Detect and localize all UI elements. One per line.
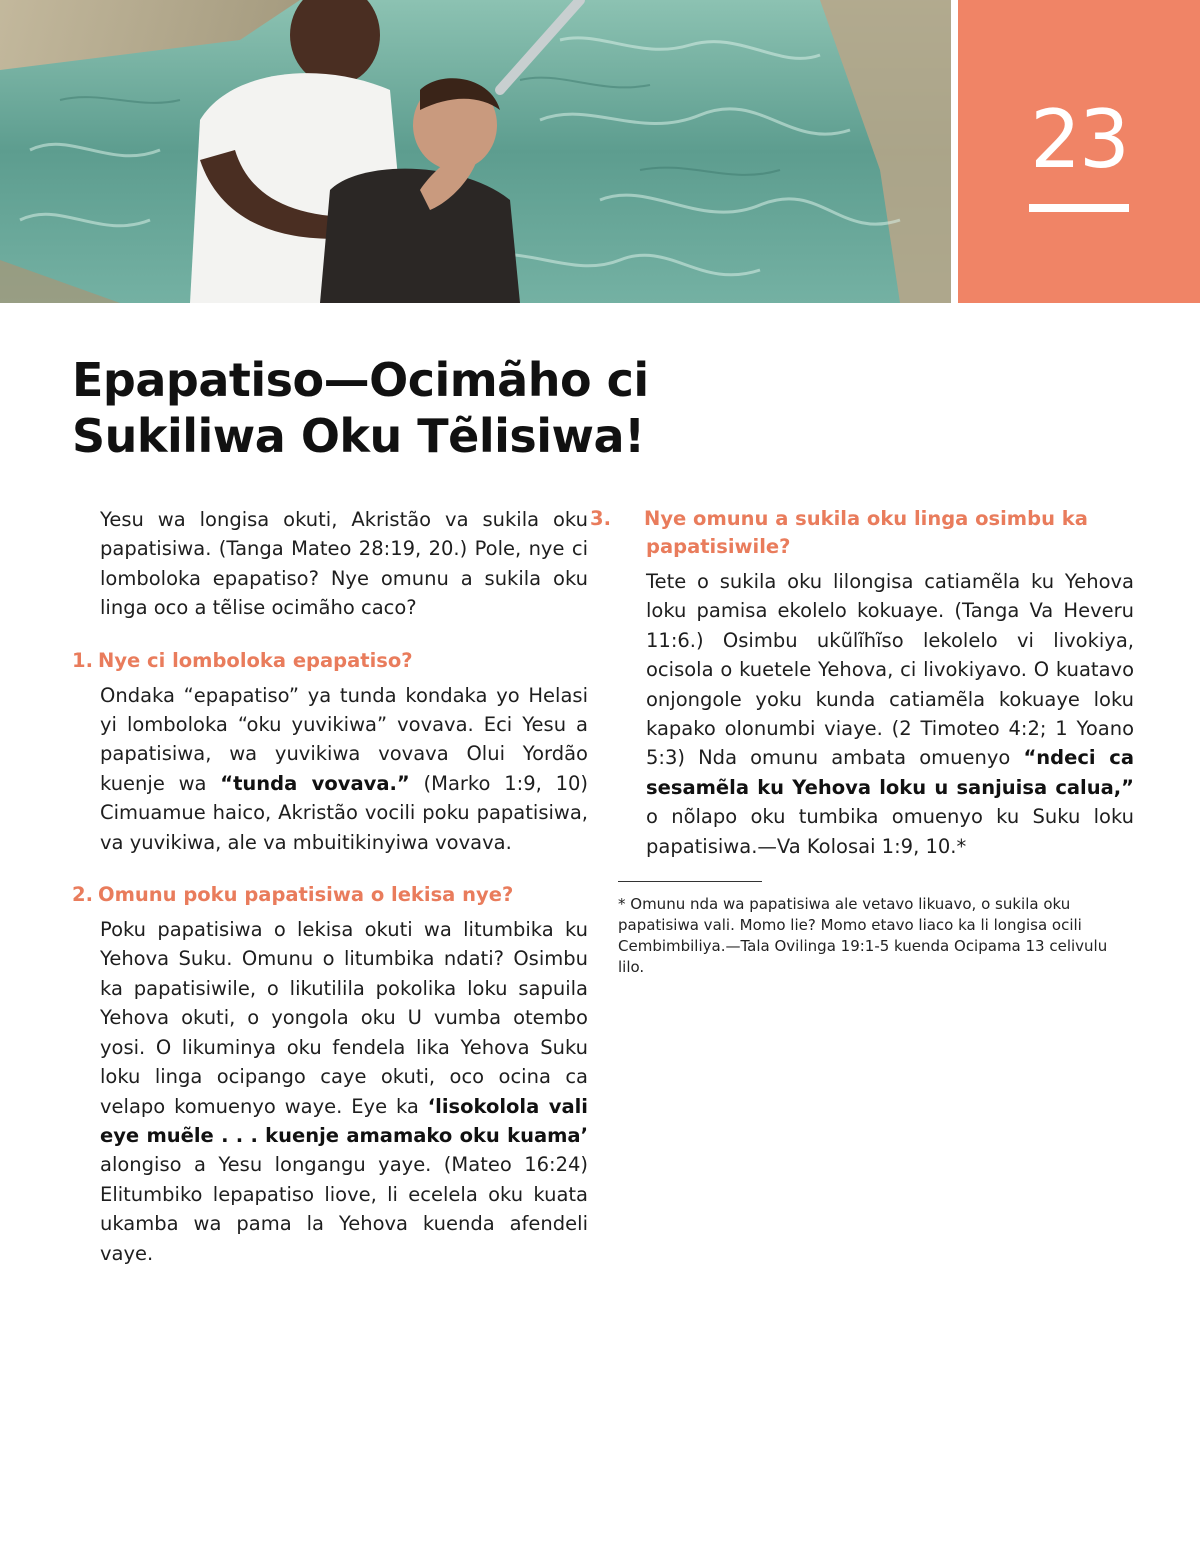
answer-2-text-b: alongiso a Yesu longangu yaye. (Mateo 16:24) Elitumbiko lepapatiso liove, li ecelela oku kuata ukamba wa pama la Yehova kuenda afendeli vaye. xyxy=(100,1153,588,1265)
question-1-text: Nye ci lomboloka epapatiso? xyxy=(98,648,413,672)
right-column xyxy=(590,505,1134,978)
answer-1-emphasis: “tunda vovava.” xyxy=(220,771,410,795)
chapter-badge xyxy=(958,0,1200,303)
answer-1-text-b: (Marko 1:9, 10) Cimuamue haico, Akristão vocili poku papatisiwa, va yuvikiwa, ale va mbuitikinyiwa vovava. xyxy=(100,771,589,854)
question-3-number: 3. xyxy=(590,507,611,530)
answer-3-text-b: o nõlapo oku tumbika omuenyo ku Suku loku papatisiwa.—Va Kolosai 1:9, 10.* xyxy=(646,805,1134,858)
answer-3-emphasis: “ndeci ca sesamẽla ku Yehova loku u sanjuisa calua,” xyxy=(646,746,1134,799)
answer-2-emphasis: ‘lisokolola vali eye muẽle . . . kuenje amamako oku kuama’ xyxy=(100,1094,588,1147)
answer-3-paragraph xyxy=(618,567,1134,861)
answer-2-paragraph xyxy=(72,915,588,1268)
intro-paragraph: Yesu wa longisa okuti, Akristão va sukila oku papatisiwa. (Tanga Mateo 28:19, 20.) Pole, nye ci lomboloka epapatiso? Nye omunu a sukila oku linga oco a tẽlise ocimãho caco? xyxy=(100,508,588,620)
page-title-line-1: Epapatiso—Ocimãho ci xyxy=(72,353,649,407)
answer-3-text-a: Tete o sukila oku lilongisa catiamẽla ku Yehova loku pamisa ekolelo kokuaye. (Tanga Va Heveru 11:6.) Osimbu ukũlĩhĩso lekolelo vi livokiya, ocisola o kuetele Yehova, ci livokiyavo. O kuatavo onjongole yoku kunda catiamẽla kokuaye loku kapako olonumbi viaye. (2 Timoteo 4:2; 1 Yoano 5:3) Nda omunu ambata omuenyo xyxy=(646,570,1134,770)
question-1-heading xyxy=(72,647,588,675)
question-2-number: 2. xyxy=(72,883,93,907)
header-photo xyxy=(0,0,951,303)
question-3-heading xyxy=(590,505,1134,561)
answer-1-paragraph xyxy=(72,681,588,857)
chapter-underline xyxy=(1029,204,1129,212)
left-column xyxy=(72,505,588,1268)
page-title xyxy=(72,352,772,464)
question-2-text: Omunu poku papatisiwa o lekisa nye? xyxy=(98,883,514,907)
footnote: * Omunu nda wa papatisiwa ale vetavo likuavo, o sukila oku papatisiwa vali. Momo lie? Momo etavo liaco ka li longisa ocili Cembimbiliya.—Tala Ovilinga 19:1-5 kuenda Ocipama 13 celivulu lilo. xyxy=(618,895,1108,977)
page-title-line-2: Sukiliwa Oku Tẽlisiwa! xyxy=(72,409,645,463)
question-2-heading xyxy=(72,881,588,909)
question-1-number: 1. xyxy=(72,648,93,672)
answer-2-text-a: Poku papatisiwa o lekisa okuti wa litumbika ku Yehova Suku. Omunu o litumbika ndati? Osimbu ka papatisiwile, o likutilila pokolika loku sapuila Yehova okuti, o yongola oku U vumba otembo yosi. O likuminya oku fendela lika Yehova Suku loku linga ocipango caye okuti, oco ocina ca velapo komuenyo waye. Eye ka xyxy=(100,918,588,1118)
chapter-number: 23 xyxy=(1030,93,1128,186)
footnote-divider xyxy=(618,881,762,882)
answer-1-text-a: Ondaka “epapatiso” ya tunda kondaka yo Helasi yi lomboloka “oku yuvikiwa” vovava. Eci Yesu a papatisiwa, wa yuvikiwa vovava Olui Yordão kuenje wa xyxy=(100,683,588,795)
question-3-text: Nye omunu a sukila oku linga osimbu ka papatisiwile? xyxy=(644,507,1088,558)
